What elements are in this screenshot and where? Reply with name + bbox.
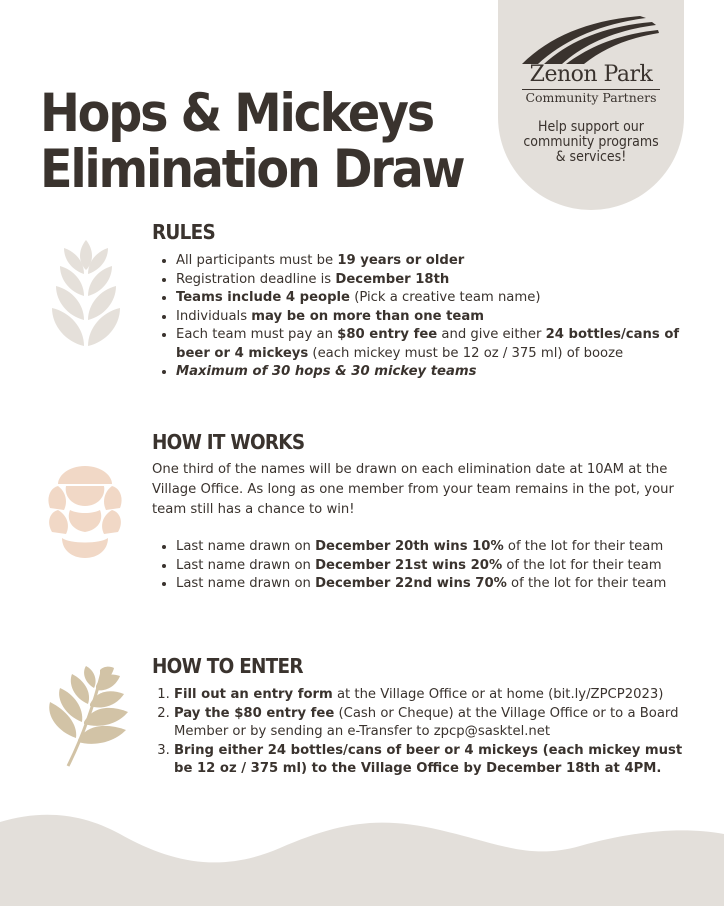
bold-text: December 21st wins 20% xyxy=(315,557,503,573)
rules-heading: RULES xyxy=(152,220,215,244)
list-item xyxy=(176,363,692,382)
bold-text: Pay the $80 entry fee xyxy=(174,705,335,721)
list-item xyxy=(174,686,692,705)
text: (Cash or Cheque) at the Village Office or to a Board Member or by sending an e-Transfer to zpcp@sasktel.net xyxy=(174,705,679,739)
list-item xyxy=(176,557,692,576)
text: (each mickey must be 12 oz / 375 ml) of booze xyxy=(308,345,624,361)
text: of the lot for their team xyxy=(506,576,667,591)
road-swoosh-logo-icon xyxy=(520,14,660,66)
list-item xyxy=(176,308,692,327)
bold-text: December 22nd wins 70% xyxy=(315,576,507,591)
text: Registration deadline is xyxy=(176,271,336,287)
logo-tagline: Help support our community programs & services! xyxy=(523,119,659,165)
bold-text: December 20th wins 10% xyxy=(315,539,504,554)
how-to-enter-section xyxy=(152,654,692,779)
bold-text: 19 years or older xyxy=(337,253,465,268)
logo-name: Zenon Park xyxy=(529,62,653,87)
text: and give either xyxy=(437,327,546,342)
list-item xyxy=(176,271,692,290)
bottom-wave-decoration xyxy=(0,790,724,906)
bold-text: Fill out an entry form xyxy=(174,687,333,702)
text: Last name drawn on xyxy=(176,539,316,554)
bold-text: December 18th xyxy=(335,271,450,287)
title-line-1: Hops & Mickeys xyxy=(40,83,433,144)
list-item xyxy=(176,575,692,594)
text: of the lot for their team xyxy=(503,539,664,554)
wheat-icon xyxy=(48,238,124,356)
text: of the lot for their team xyxy=(502,557,662,573)
list-item xyxy=(176,289,692,308)
prize-list xyxy=(152,538,692,594)
how-it-works-paragraph: One third of the names will be drawn on each elimination date at 10AM at the Village Office. As long as one member from your team remains in the pot, your team still has a chance to win! xyxy=(152,462,674,517)
bold-text: $80 entry fee xyxy=(337,327,438,342)
list-item xyxy=(176,252,692,271)
title-line-2: Elimination Draw xyxy=(40,139,464,200)
bold-text: Teams include 4 people xyxy=(176,290,350,305)
how-it-works-section xyxy=(152,430,692,594)
text: Individuals xyxy=(176,308,252,324)
logo-subtitle: Community Partners xyxy=(525,90,657,105)
text: at the Village Office or at home (bit.ly/ZPCP2023) xyxy=(332,687,664,702)
text: (Pick a creative team name) xyxy=(350,290,541,305)
list-item xyxy=(176,326,692,363)
page-title xyxy=(40,83,464,200)
list-item xyxy=(176,538,692,557)
list-item xyxy=(174,705,692,742)
bold-text: Maximum of 30 hops & 30 mickey teams xyxy=(176,364,477,379)
text: Last name drawn on xyxy=(176,576,316,591)
hop-icon xyxy=(42,462,128,562)
bold-text: 24 bottles/cans of beer or 4 mickeys xyxy=(176,327,680,361)
how-to-enter-heading: HOW TO ENTER xyxy=(152,654,303,678)
rules-section xyxy=(152,220,692,382)
entry-steps-list xyxy=(152,686,692,779)
how-it-works-heading: HOW IT WORKS xyxy=(152,430,305,454)
text: Each team must pay an xyxy=(176,327,338,342)
text: Last name drawn on xyxy=(176,557,316,573)
list-item xyxy=(174,742,692,779)
bold-text: Bring either 24 bottles/cans of beer or 4 mickeys (each mickey must be 12 oz / 375 ml) to the Village Office by December 18th at 4PM. xyxy=(174,742,683,776)
bold-text: may be on more than one team xyxy=(251,308,485,324)
rules-list xyxy=(152,252,692,382)
leaf-icon xyxy=(44,664,132,768)
text: All participants must be xyxy=(176,253,338,268)
